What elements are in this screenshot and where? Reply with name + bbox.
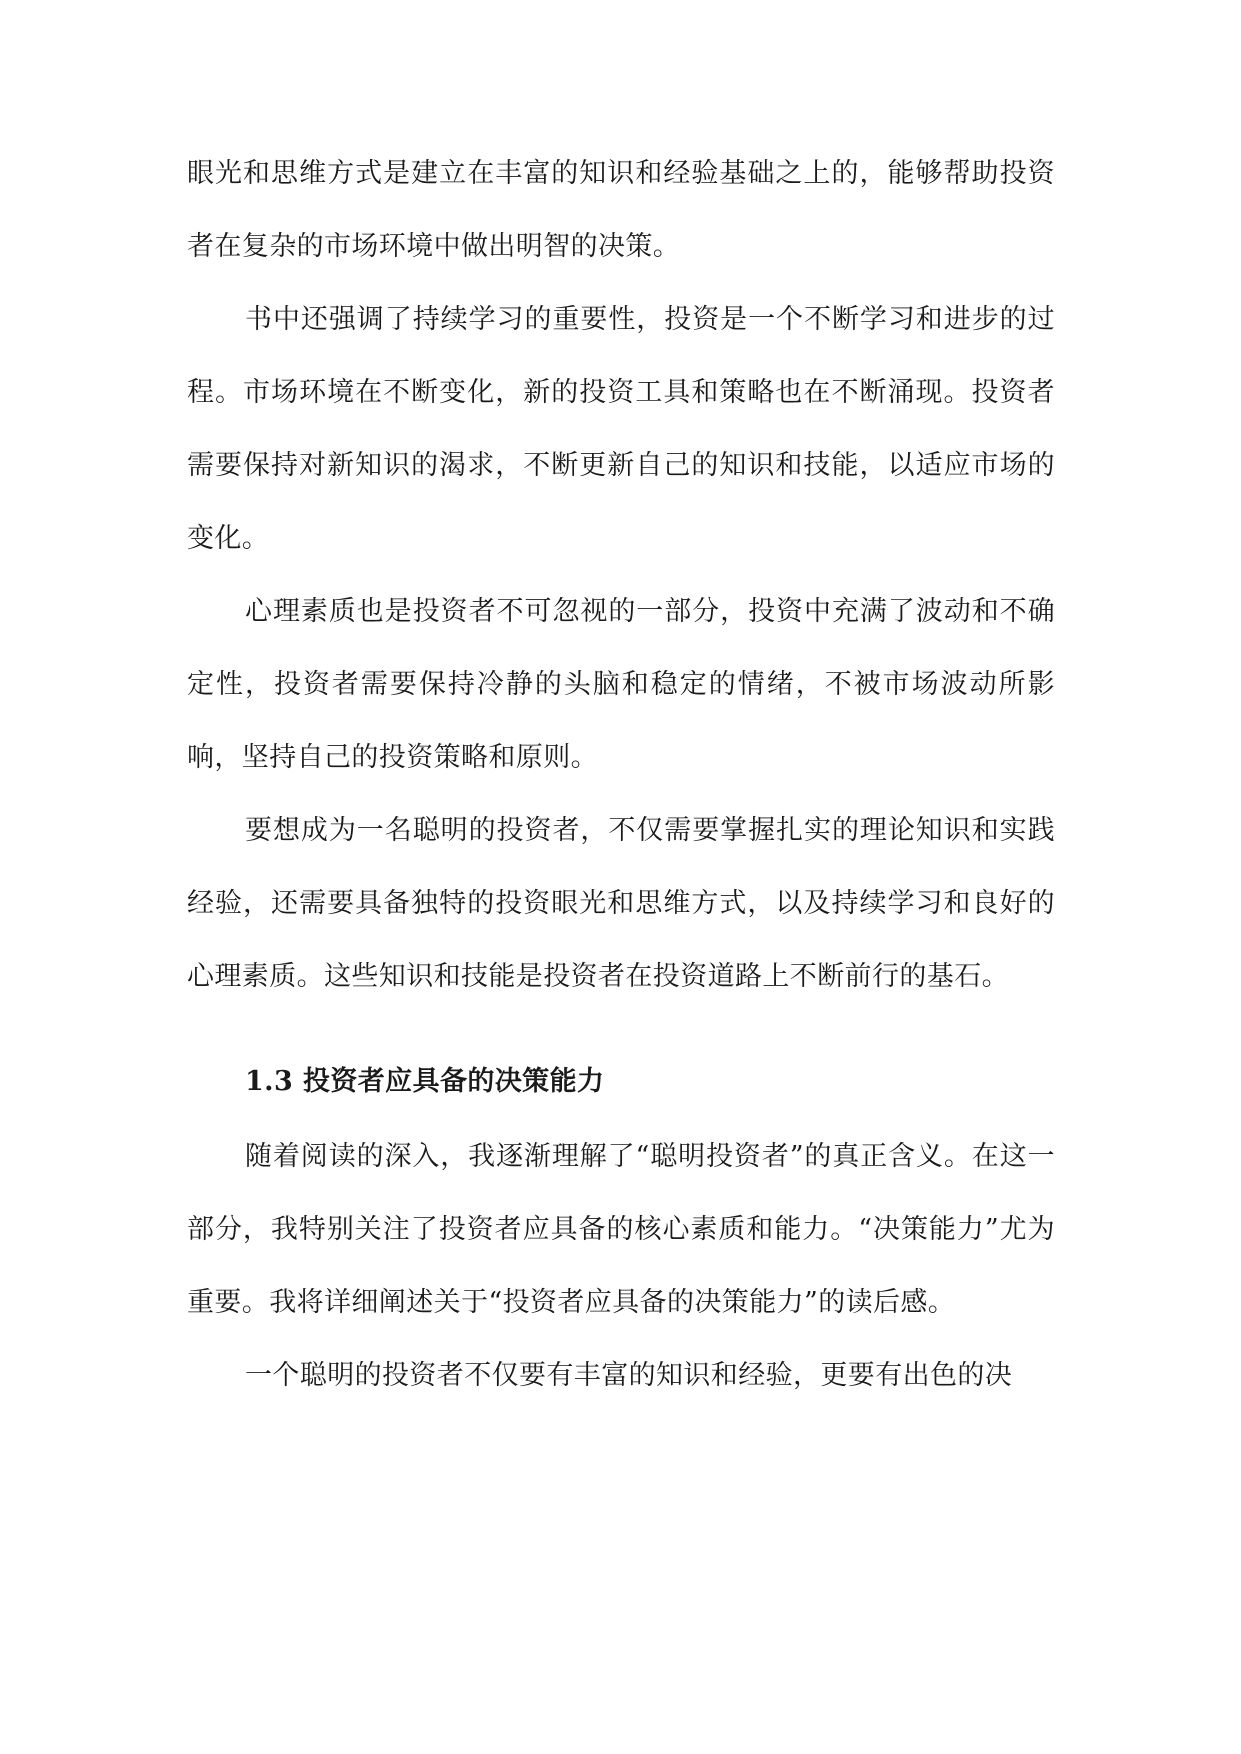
paragraph-summary: 要想成为一名聪明的投资者，不仅需要掌握扎实的理论知识和实践经验，还需要具备独特的投资眼光和思维方式，以及持续学习和良好的心理素质。这些知识和技能是投资者在投资道路上不断前行的基石。 [187, 815, 1055, 992]
paragraph-continuous-learning: 书中还强调了持续学习的重要性，投资是一个不断学习和进步的过程。市场环境在不断变化，新的投资工具和策略也在不断涌现。投资者需要保持对新知识的渴求，不断更新自己的知识和技能，以适应市场的变化。 [187, 304, 1055, 554]
paragraph-continued: 眼光和思维方式是建立在丰富的知识和经验基础之上的，能够帮助投资者在复杂的市场环境中做出明智的决策。 [187, 158, 1055, 262]
section-heading: 1.3 投资者应具备的决策能力 [245, 1066, 605, 1097]
paragraph-psychology: 心理素质也是投资者不可忽视的一部分，投资中充满了波动和不确定性，投资者需要保持冷静的头脑和稳定的情绪，不被市场波动所影响，坚持自己的投资策略和原则。 [187, 596, 1055, 773]
document-body [187, 137, 1055, 1412]
paragraph-decision-intro: 随着阅读的深入，我逐渐理解了“聪明投资者”的真正含义。在这一部分，我特别关注了投资者应具备的核心素质和能力。“决策能力”尤为重要。我将详细阐述关于“投资者应具备的决策能力”的读后感。 [187, 1141, 1055, 1318]
paragraph-decision-start: 一个聪明的投资者不仅要有丰富的知识和经验，更要有出色的决 [245, 1360, 1013, 1391]
